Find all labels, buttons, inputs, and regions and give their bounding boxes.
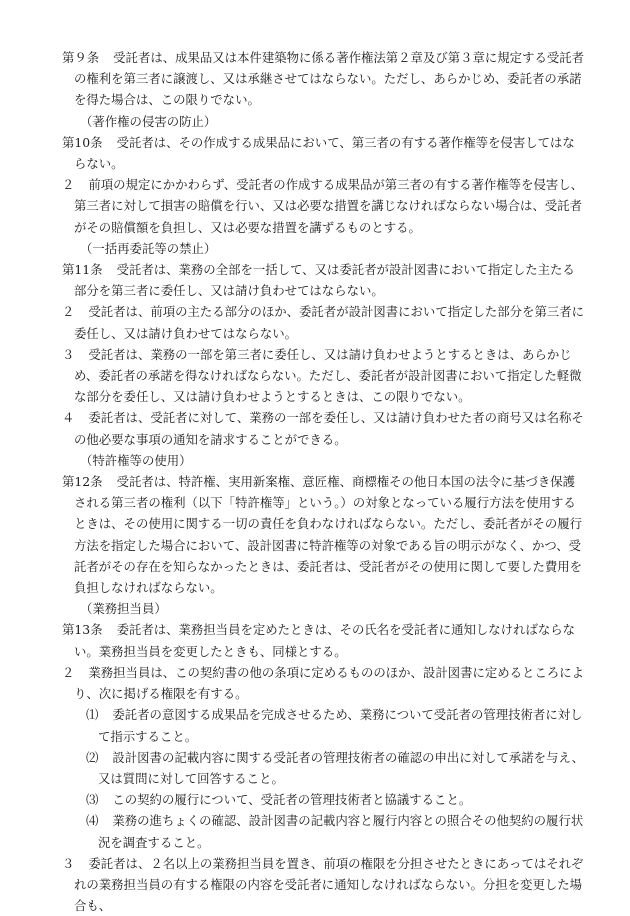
sub-item — [62, 810, 584, 852]
article-caption: （業務担当員） — [80, 601, 167, 617]
article-number: 第13条 — [62, 622, 103, 638]
item-number: ３ — [62, 855, 75, 871]
item-text: 受託者は、業務の一部を第三者に委任し、又は請け負わせようとするときは、あらかじめ、委託者の承諾を得なければならない。ただし、委託者が設計図書において指定した軽微な部分を委任し、又は請け負わせようとするときは、この限りでない。 — [74, 346, 582, 405]
article-caption: （一括再委託等の禁止） — [80, 240, 217, 256]
paragraph-item — [62, 344, 584, 408]
sub-item-text: 業務の進ちょくの確認、設計図書の記載内容と履行内容との照合その他契約の履行状況を調査すること。 — [98, 813, 584, 850]
paragraph-item — [62, 662, 584, 704]
sub-item-number: ⑶ — [86, 792, 99, 808]
item-text: 前項の規定にかかわらず、受託者の作成する成果品が第三者の有する著作権等を侵害し、第三者に対して損害の賠償を行い、又は必要な措置を講じなければならない場合は、受託者がその賠償額を負担し、又は必要な措置を講ずるものとする。 — [74, 177, 584, 235]
document-body — [62, 47, 584, 916]
sub-item-number: ⑷ — [86, 813, 99, 829]
sub-item-text: 委託者の意図する成果品を完成させるため、業務について受託者の管理技術者に対して指示すること。 — [98, 707, 583, 744]
item-number: ２ — [62, 177, 75, 193]
article-text: 委託者は、業務担当員を定めたときは、その氏名を受託者に通知しなければならない。業務担当員を変更したときも、同様とする。 — [74, 622, 576, 659]
item-text: 委託者は、２名以上の業務担当員を置き、前項の権限を分担させたときにあってはそれぞれの業務担当員の有する権限の内容を受託者に通知しなければならない。分担を変更した場合も、 — [74, 855, 584, 914]
article-number: 第９条 — [62, 50, 100, 65]
article-text: 受託者は、成果品又は本件建築物に係る著作権法第２章及び第３章に規定する受託者の権利を第三者に譲渡し、又は承継させてはならない。ただし、あらかじめ、委託者の承諾を得た場合は、この限りでない。 — [74, 50, 585, 108]
article-caption: （特許権等の使用） — [80, 452, 192, 468]
paragraph-item — [62, 301, 584, 343]
article-caption: （著作権の侵害の防止） — [80, 113, 217, 129]
item-number: ２ — [62, 664, 75, 680]
item-text: 受託者は、前項の主たる部分のほか、委託者が設計図書において指定した部分を第三者に委任し、又は請け負わせてはならない。 — [74, 304, 585, 341]
item-number: ４ — [62, 410, 75, 426]
sub-item — [62, 704, 584, 746]
article-text: 受託者は、その作成する成果品において、第三者の有する著作権等を侵害してはならない。 — [74, 134, 575, 172]
article-number: 第12条 — [62, 474, 103, 490]
article-number: 第11条 — [62, 262, 103, 278]
article-number: 第10条 — [62, 134, 103, 150]
item-number: ３ — [62, 346, 75, 362]
sub-item-number: ⑴ — [86, 707, 99, 723]
article-9 — [62, 47, 584, 111]
article-11 — [62, 259, 584, 301]
sub-item — [62, 747, 584, 789]
article-12 — [62, 471, 584, 598]
paragraph-item — [62, 853, 584, 916]
sub-item-text: 設計図書の記載内容に関する受託者の管理技術者の確認の申出に対して承諾を与え、又は質問に対して回答すること。 — [98, 749, 584, 786]
sub-item-number: ⑵ — [86, 749, 99, 765]
article-13 — [62, 619, 584, 661]
article-text: 受託者は、業務の全部を一括して、又は委託者が設計図書において指定した主たる部分を第三者に委任し、又は請け負わせてはならない。 — [74, 262, 575, 299]
item-number: ２ — [62, 304, 75, 320]
paragraph-item — [62, 407, 584, 449]
item-text: 委託者は、受託者に対して、業務の一部を委任し、又は請け負わせた者の商号又は名称その他必要な事項の通知を請求することができる。 — [74, 410, 584, 447]
sub-item — [62, 789, 584, 810]
sub-item-text: この契約の履行について、受託者の管理技術者と協議すること。 — [112, 792, 472, 808]
paragraph-item — [62, 174, 584, 238]
item-text: 業務担当員は、この契約書の他の条項に定めるもののほか、設計図書に定めるところにより、次に掲げる権限を有する。 — [74, 664, 585, 702]
article-text: 受託者は、特許権、実用新案権、意匠権、商標権その他日本国の法令に基づき保護される第三者の権利（以下「特許権等」という。）の対象となっている履行方法を使用するときは、その使用に関する一切の責任を負わなければならない。ただし、委託者がその履行方法を指定した場合において、設計図書に特許権等の対象である旨の明示がなく、かつ、受託者がその存在を知らなかったときは、委託者は、受託者がその使用に関して要した費用を負担しなければならない。 — [74, 474, 583, 596]
article-10 — [62, 132, 584, 174]
